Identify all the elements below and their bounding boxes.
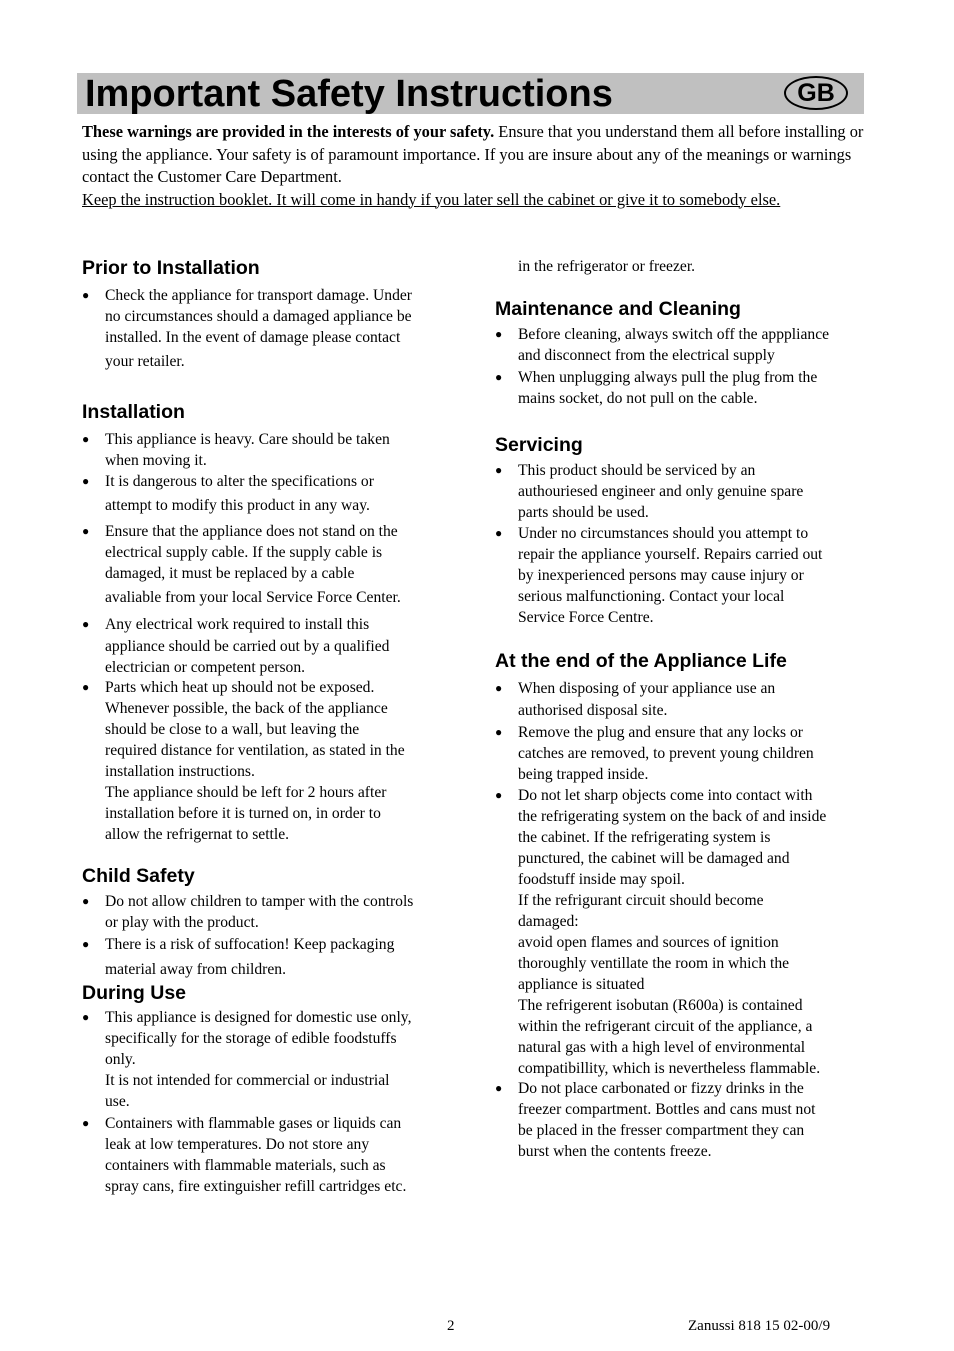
intro-keep-booklet: Keep the instruction booklet. It will come in handy if you later sell the cabinet or give it to somebody else. [82, 189, 781, 209]
text-line: required distance for ventilation, as stated in the [105, 742, 405, 759]
text-line: specifically for the storage of edible foodstuffs [105, 1030, 397, 1047]
text-line: your retailer. [105, 353, 185, 370]
document-reference: Zanussi 818 15 02-00/9 [688, 1318, 831, 1334]
text-line: Parts which heat up should not be exposed. [105, 679, 375, 696]
text-line: repair the appliance yourself. Repairs carried out [518, 546, 823, 563]
text-line: Before cleaning, always switch off the apppliance [518, 326, 830, 343]
page-title: Important Safety Instructions [85, 73, 613, 115]
text-line: The appliance should be left for 2 hours after [105, 784, 387, 801]
text-line: avoid open flames and sources of ignition [518, 934, 779, 951]
text-line: installation instructions. [105, 763, 255, 780]
text-line: be placed in the fresser compartment they can [518, 1122, 805, 1139]
bullet-icon: ● [82, 617, 90, 631]
bullet-icon: ● [495, 327, 503, 341]
text-line: It is dangerous to alter the specifications or [105, 473, 374, 490]
text-line: electrician or competent person. [105, 659, 306, 676]
text-line: being trapped inside. [518, 766, 649, 783]
text-line: containers with flammable materials, such as [105, 1157, 386, 1174]
text-line: avaliable from your local Service Force Center. [105, 589, 401, 606]
bullet-icon: ● [495, 1081, 503, 1095]
text-line: mains socket, do not pull on the cable. [518, 390, 758, 407]
text-line: appliance should be carried out by a qualified [105, 638, 390, 655]
bullet-icon: ● [495, 370, 503, 384]
text-line: parts should be used. [518, 504, 649, 521]
text-line: compatibillity, which is nevertheless flammable. [518, 1060, 821, 1077]
text-line: authouriesed engineer and only genuine spare [518, 483, 804, 500]
bullet-icon: ● [82, 894, 90, 908]
heading-end-of-appliance-life: At the end of the Appliance Life [495, 650, 787, 672]
text-line: Check the appliance for transport damage. Under [105, 287, 412, 304]
text-line: Remove the plug and ensure that any locks or [518, 724, 803, 741]
text-line: damaged, it must be replaced by a cable [105, 565, 355, 582]
text-line: Under no circumstances should you attempt to [518, 525, 809, 542]
text-line: This product should be serviced by an [518, 462, 756, 479]
text-line: authorised disposal site. [518, 702, 668, 719]
text-line: damaged: [518, 913, 579, 930]
text-line: It is not intended for commercial or industrial [105, 1072, 390, 1089]
text-line: Containers with flammable gases or liquids can [105, 1115, 402, 1132]
text-line: thoroughly ventillate the room in which the [518, 955, 790, 972]
text-line: natural gas with a high level of environmental [518, 1039, 806, 1056]
text-line: installed. In the event of damage please contact [105, 329, 401, 346]
intro-text: Ensure that you understand them all before installing or using the appliance. Your safety is of paramount importance. If you are insure about any of the meanings or warnings contact the Customer Care Department. [82, 122, 864, 186]
text-line: foodstuff inside may spoil. [518, 871, 685, 888]
text-line: only. [105, 1051, 136, 1068]
text-line: the cabinet. If the refrigerating system is [518, 829, 771, 846]
bullet-icon: ● [82, 680, 90, 694]
text-line: catches are removed, to prevent young children [518, 745, 814, 762]
bullet-icon: ● [495, 526, 503, 540]
text-line: and disconnect from the electrical supply [518, 347, 775, 364]
text-line: Service Force Centre. [518, 609, 654, 626]
text-line: When disposing of your appliance use an [518, 680, 776, 697]
bullet-icon: ● [495, 463, 503, 477]
heading-child-safety: Child Safety [82, 865, 195, 887]
bullet-icon: ● [82, 288, 90, 302]
text-line: Ensure that the appliance does not stand on the [105, 523, 398, 540]
text-line: spray cans, fire extinguisher refill cartridges etc. [105, 1178, 407, 1195]
text-line: This appliance is designed for domestic use only, [105, 1009, 412, 1026]
text-line: burst when the contents freeze. [518, 1143, 712, 1160]
bullet-icon: ● [82, 1116, 90, 1130]
bullet-icon: ● [82, 474, 90, 488]
bullet-icon: ● [495, 725, 503, 739]
country-badge: GB [784, 76, 848, 110]
bullet-icon: ● [82, 524, 90, 538]
title-bar [77, 73, 864, 114]
text-line: when moving it. [105, 452, 207, 469]
page-number: 2 [447, 1318, 455, 1334]
text-line: appliance is situated [518, 976, 645, 993]
text-line: allow the refrigernat to settle. [105, 826, 290, 843]
text-line: The refrigerent isobutan (R600a) is contained [518, 997, 803, 1014]
text-line: Any electrical work required to install this [105, 616, 370, 633]
text-line: freezer compartment. Bottles and cans must not [518, 1101, 816, 1118]
text-line: Do not place carbonated or fizzy drinks in the [518, 1080, 804, 1097]
text-line: Do not let sharp objects come into contact with [518, 787, 813, 804]
text-line: should be close to a wall, but leaving the [105, 721, 360, 738]
heading-installation: Installation [82, 401, 185, 423]
heading-maintenance-and-cleaning: Maintenance and Cleaning [495, 298, 741, 320]
bullet-icon: ● [495, 681, 503, 695]
bullet-icon: ● [82, 1010, 90, 1024]
text-line: the refrigerating system on the back of and inside [518, 808, 827, 825]
text-line: by inexperienced persons may cause injury or [518, 567, 804, 584]
text-line: installation before it is turned on, in order to [105, 805, 381, 822]
text-line: leak at low temperatures. Do not store any [105, 1136, 370, 1153]
text-line: When unplugging always pull the plug from the [518, 369, 818, 386]
intro-lead: These warnings are provided in the interests of your safety. [82, 122, 495, 141]
text-line: attempt to modify this product in any way. [105, 497, 370, 514]
text-line: material away from children. [105, 961, 286, 978]
text-line: Do not allow children to tamper with the controls [105, 893, 414, 910]
heading-prior-to-installation: Prior to Installation [82, 257, 260, 279]
text-line: use. [105, 1093, 130, 1110]
text-line: If the refrigurant circuit should become [518, 892, 764, 909]
bullet-icon: ● [82, 432, 90, 446]
bullet-icon: ● [495, 788, 503, 802]
bullet-icon: ● [82, 937, 90, 951]
text-line: electrical supply cable. If the supply cable is [105, 544, 383, 561]
text-line: serious malfunctioning. Contact your local [518, 588, 785, 605]
text-line: or play with the product. [105, 914, 259, 931]
text-line: within the refrigerant circuit of the appliance, a [518, 1018, 813, 1035]
text-line: no circumstances should a damaged appliance be [105, 308, 412, 325]
text-line: punctured, the cabinet will be damaged and [518, 850, 790, 867]
intro-paragraph [82, 121, 882, 211]
during-use-continuation: in the refrigerator or freezer. [518, 258, 696, 275]
heading-servicing: Servicing [495, 434, 583, 456]
text-line: There is a risk of suffocation! Keep packaging [105, 936, 395, 953]
text-line: Whenever possible, the back of the appliance [105, 700, 388, 717]
heading-during-use: During Use [82, 982, 187, 1004]
text-line: This appliance is heavy. Care should be taken [105, 431, 390, 448]
